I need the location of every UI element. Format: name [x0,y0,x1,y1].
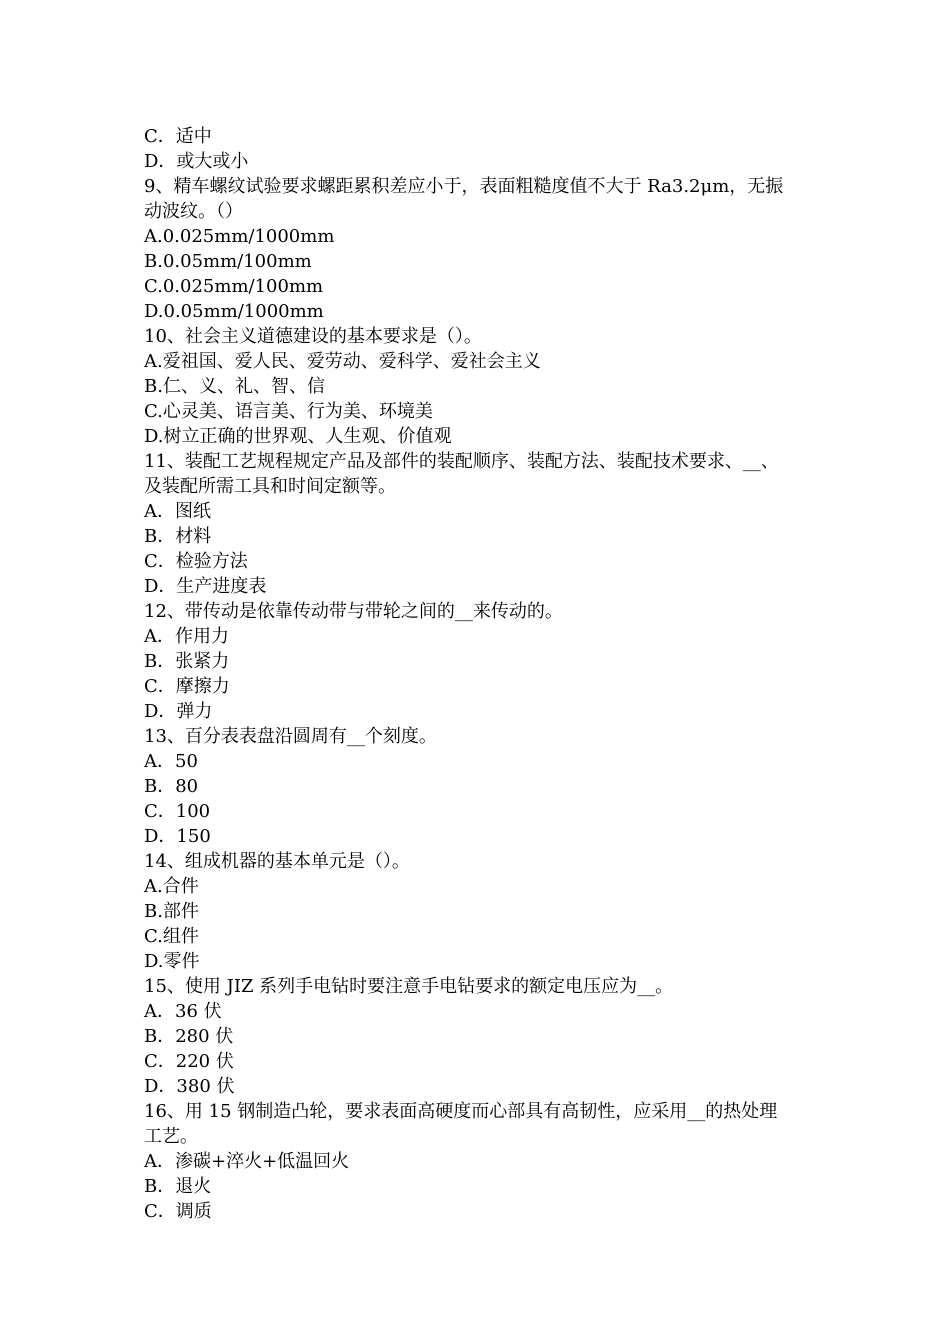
option-line: D．380 伏 [144,1076,235,1097]
question-line: 16、用 15 钢制造凸轮，要求表面高硬度而心部具有高韧性，应采用__的热处理 [144,1101,778,1122]
question-line: 9、精车螺纹试验要求螺距累积差应小于，表面粗糙度值不大于 Ra3.2μm，无振 [144,176,784,197]
question-line: 工艺。 [144,1126,198,1147]
option-line: D．生产进度表 [144,576,267,597]
option-line: B．张紧力 [144,651,230,672]
option-line: A.合件 [144,876,199,897]
option-line: A．图纸 [144,501,211,522]
option-line: D.树立正确的世界观、人生观、价值观 [144,426,452,447]
option-line: B．退火 [144,1176,212,1197]
option-line: D.0.05mm/1000mm [144,301,324,322]
question-line: 14、组成机器的基本单元是（）。 [144,851,410,872]
question-line: 15、使用 JIZ 系列手电钻时要注意手电钻要求的额定电压应为__。 [144,976,674,997]
option-line: A．渗碳+淬火+低温回火 [144,1151,350,1172]
option-line: C．适中 [144,126,212,147]
option-line: C．检验方法 [144,551,248,572]
option-line: A.爱祖国、爱人民、爱劳动、爱科学、爱社会主义 [144,351,541,372]
option-line: C．220 伏 [144,1051,234,1072]
option-line: B．280 伏 [144,1026,234,1047]
option-line: C．100 [144,801,211,822]
question-line: 11、装配工艺规程规定产品及部件的装配顺序、装配方法、装配技术要求、__、 [144,451,779,472]
option-line: C.心灵美、语言美、行为美、环境美 [144,401,433,422]
option-line: B.仁、义、礼、智、信 [144,376,325,397]
question-line: 动波纹。（） [144,201,243,222]
question-text-block [144,124,824,1224]
option-line: C.0.025mm/100mm [144,276,324,297]
option-line: A．36 伏 [144,1001,222,1022]
option-line: B．80 [144,776,199,797]
question-line: 13、百分表表盘沿圆周有__个刻度。 [144,726,437,747]
option-line: C．摩擦力 [144,676,230,697]
option-line: D．弹力 [144,701,213,722]
option-line: C．调质 [144,1201,212,1222]
option-line: D．150 [144,826,211,847]
option-line: B.部件 [144,901,199,922]
option-line: D.零件 [144,951,200,972]
option-line: A.0.025mm/1000mm [144,226,335,247]
question-line: 及装配所需工具和时间定额等。 [144,476,396,497]
question-line: 12、带传动是依靠传动带与带轮之间的__来传动的。 [144,601,563,622]
option-line: D．或大或小 [144,151,249,172]
option-line: B.0.05mm/100mm [144,251,312,272]
option-line: A．50 [144,751,198,772]
question-line: 10、社会主义道德建设的基本要求是（）。 [144,326,482,347]
option-line: C.组件 [144,926,199,947]
option-line: A．作用力 [144,626,229,647]
option-line: B．材料 [144,526,212,547]
